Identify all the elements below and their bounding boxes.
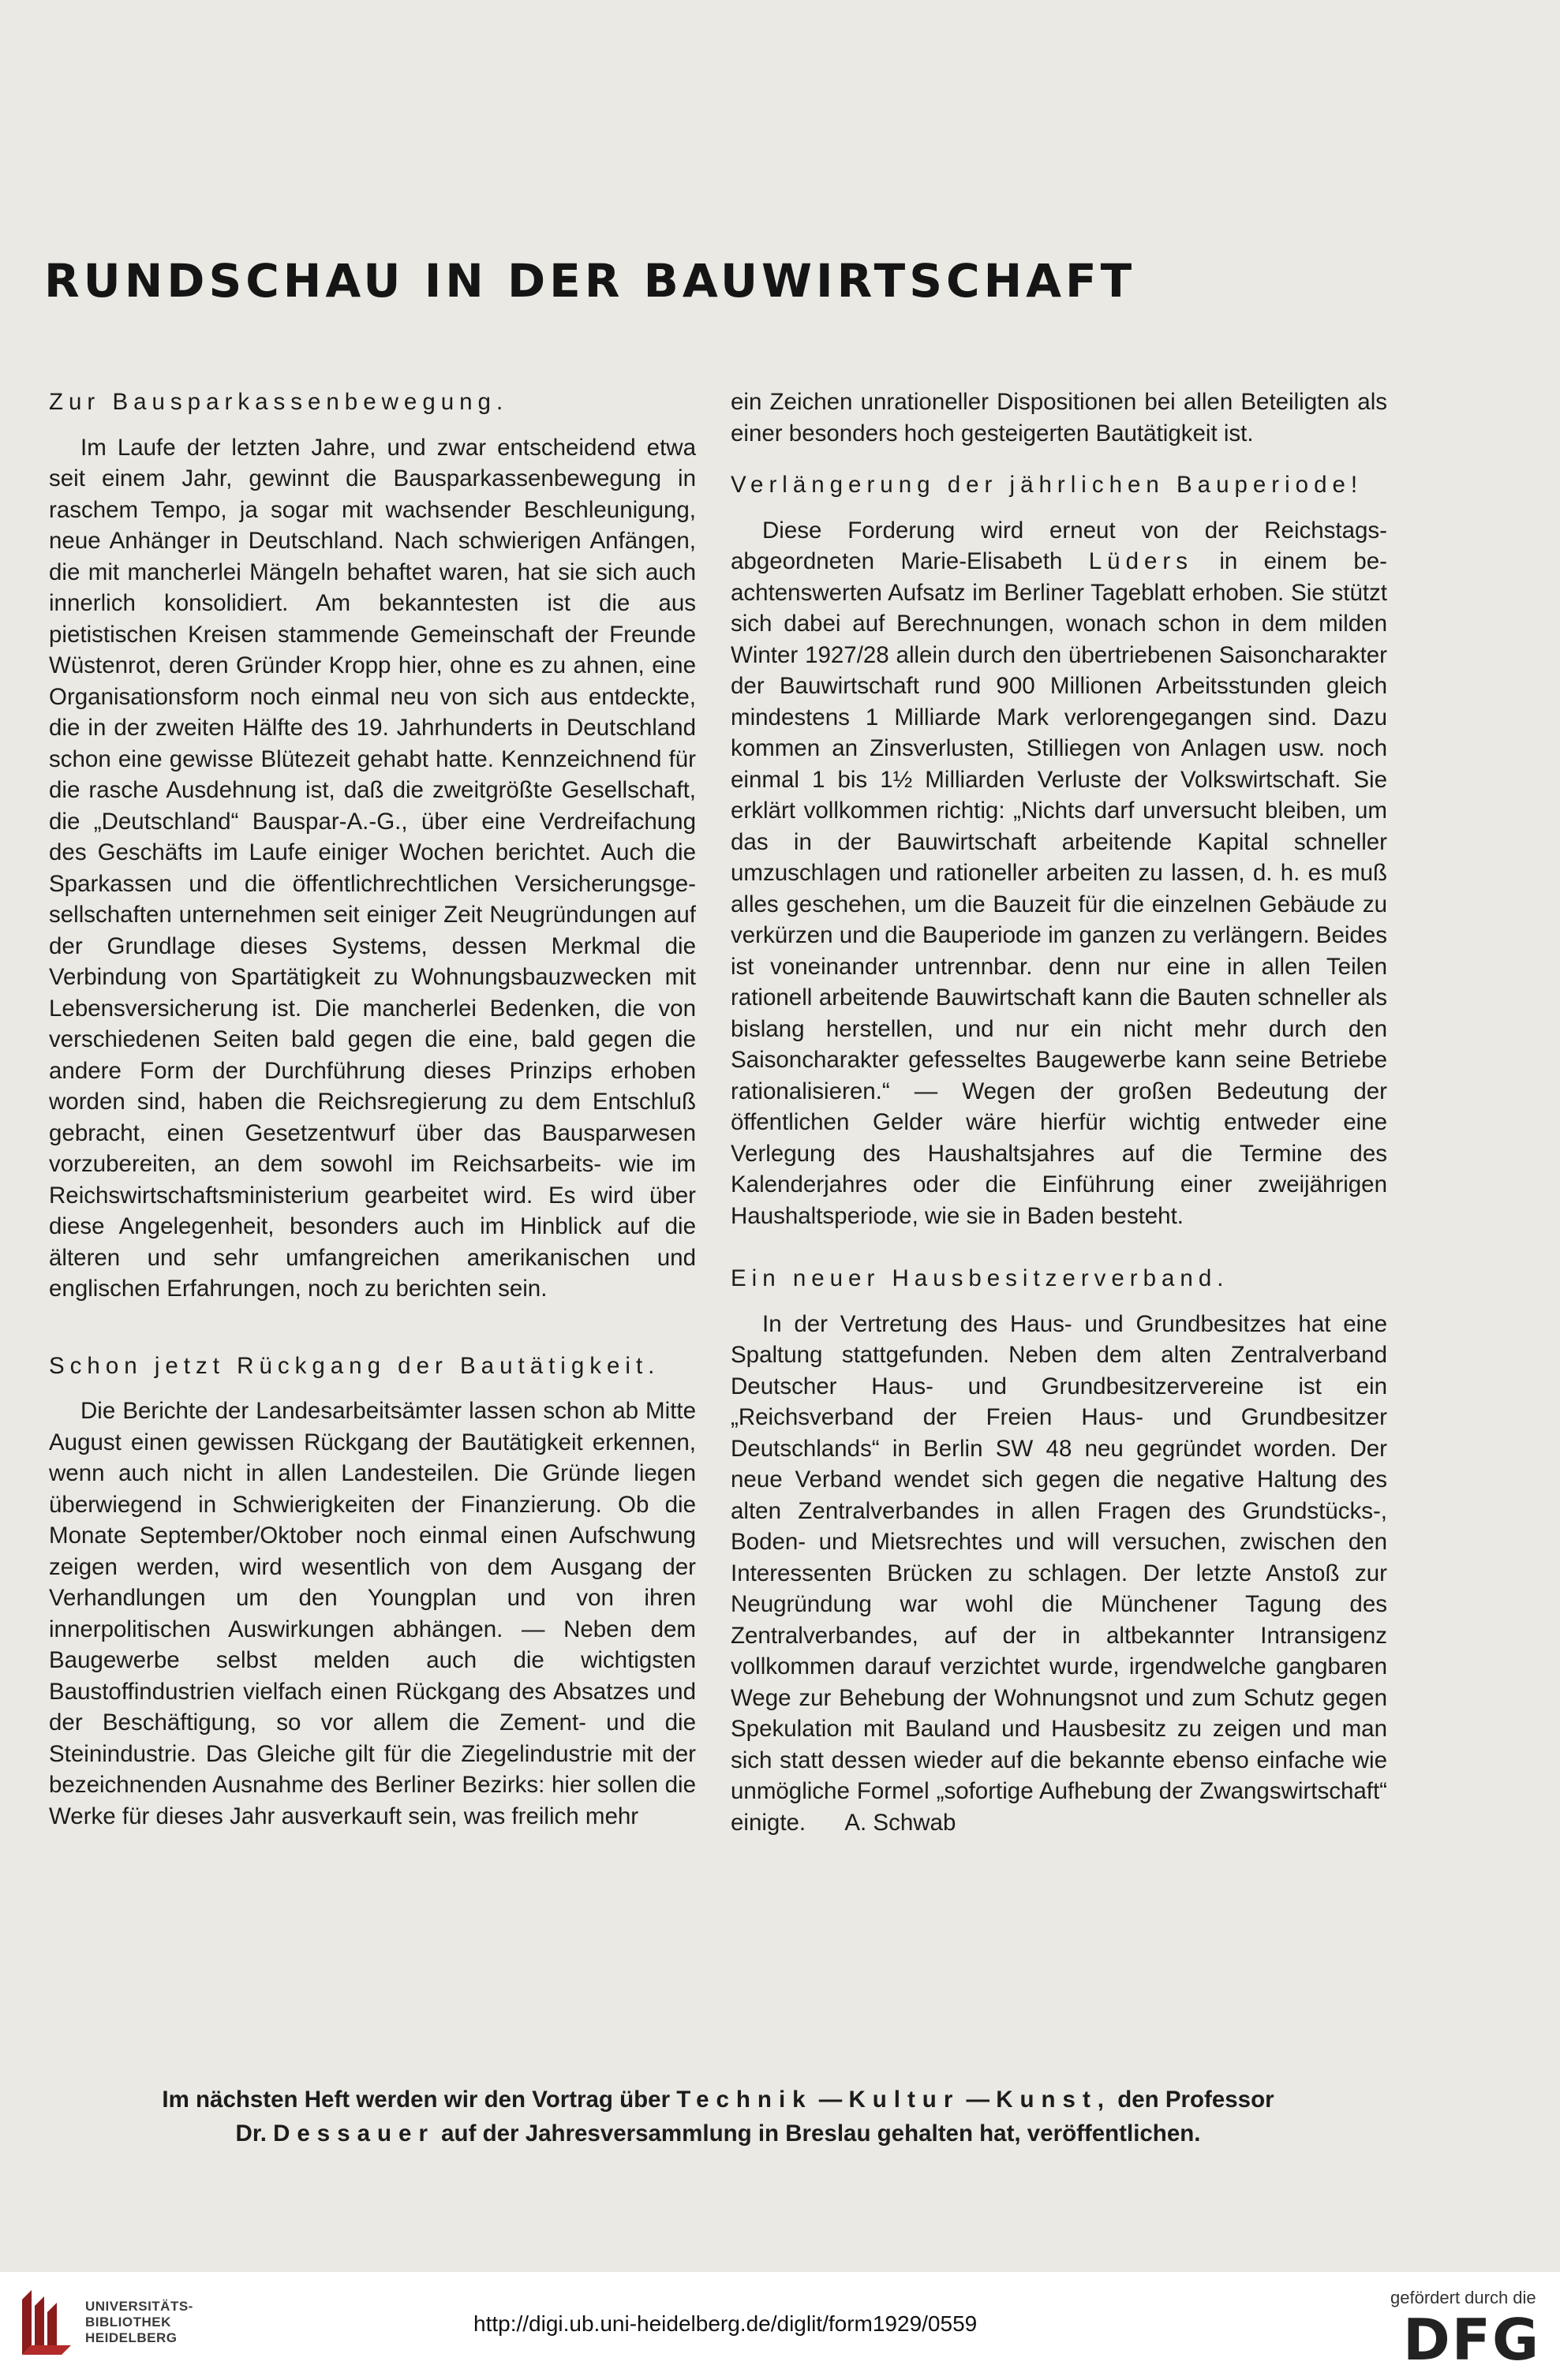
paragraph-bauperiode: Diese Forderung wird erneut von der Reichstagsabgeordneten Marie-Elisabeth Lüders in einem beachtenswerten Aufsatz im Berliner Tageblatt erhoben. Sie stützt sich dabei auf Berechnungen, wonach schon in dem milden Winter 1927/28 allein durch den übertriebenen Saisoncharakter der Bauwirtschaft rund 900 Millionen Arbeitsstunden gleich mindestens 1 Milliarde Mark verlorengegangen sind. Dazu kommen an Zinsverlusten, Stilliegen von Anlagen usw. noch einmal 1 bis 1½ Milliarden Verluste der Volkswirtschaft. Sie erklärt vollkommen richtig: „Nichts darf unversucht bleiben, um das in der Bauwirtschaft arbeitende Kapital schneller umzuschlagen und rationeller arbeiten zu lassen, d. h. es muß alles geschehen, um die Bauzeit für die einzelnen Gebäude zu verkürzen und die Bauperiode im ganzen zu verlängern. Beides ist voneinander untrennbar. denn nur eine in allen Teilen rationell arbeitende Bauwirtschaft kann die Bauten schneller als bislang herstellen, und nur ein nicht mehr durch den Saisoncharakter gefesseltes Baugewerbe kann seine Betriebe rationalisieren.“ — Wegen der großen Bedeutung der öffentlichen Gelder wäre hierfür wichtig entweder eine Verlegung des Haushaltsjahres auf die Termine des Kalenderjahres oder die Einführung einer zweijährigen Haushaltsperiode, wie sie in Baden besteht. (731, 517, 1387, 1229)
right-column (731, 387, 1387, 1838)
digitization-footer (0, 2272, 1560, 2380)
section-heading-bausparkassen: Zur Bausparkassenbewegung. (49, 389, 509, 415)
signature: A. Schwab (844, 1809, 956, 1836)
paragraph-bausparkassen: Im Laufe der letzten Jahre, und zwar entscheidend etwa seit einem Jahr, gewinnt die Bausparkassenbewegung in raschem Tempo, ja sogar mit wachsender Beschleunigung, neue Anhänger in Deutschland. Nach schwierigen Anfängen, die mit mancherlei Mängeln behaftet waren, hat sie sich auch innerlich konsolidiert. Am bekanntesten ist die aus pietistischen Kreisen stammende Gemeinschaft der Freunde Wüstenrot, deren Gründer Kropp hier, ohne es zu ahnen, eine Organisationsform noch einmal neu von sich aus entdeckte, die in der zweiten Hälfte des 19. Jahrhunderts in Deutschland schon eine gewisse Blütezeit gehabt hatte. Kennzeichnend für die rasche Ausdehnung ist, daß die zweitgrößte Gesellschaft, die „Deutschland“ Bauspar-A.-G., über eine Verdreifachung des Geschäfts im Laufe einiger Wochen berichtet. Auch die Sparkassen und die öffentlichrechtlichen Versicherungsgesellschaften unternehmen seit einiger Zeit Neugründungen auf der Grundlage dieses Systems, dessen Merkmal die Verbindung von Spartätigkeit zu Wohnungsbauzwecken mit Lebensversicherung ist. Die mancherlei Bedenken, die von verschiedenen Seiten bald gegen die eine, bald gegen die andere Form der Durchführung dieses Prinzips erhoben worden sind, haben die Reichsregierung zu dem Entschluß gebracht, einen Gesetzentwurf über das Bausparwesen vorzubereiten, an dem sowohl im Reichsarbeits- wie im Reichswirtschaftsministerium gearbeitet wird. Es wird über diese Angelegenheit, besonders auch im Hinblick auf die älteren und sehr umfangreichen amerikanischen und englischen Erfahrungen, noch zu berichten sein. (49, 434, 696, 1302)
left-column (49, 387, 696, 1832)
university-library-logo-icon (17, 2284, 76, 2359)
page-title: RUNDSCHAU IN DER BAUWIRTSCHAFT (44, 254, 1136, 308)
paragraph-continuation: ein Zeichen unrationeller Dispositionen bei allen Beteiligten als einer besonders hoch gesteigerten Bautätigkeit ist. (731, 389, 1387, 446)
dfg-logo: DFG (1403, 2307, 1541, 2373)
author-name-lueders: Lüders (1088, 548, 1193, 574)
next-issue-notice: Im nächsten Heft werden wir den Vortrag über Technik — Kultur — Kunst, den Professor Dr. Dessauer auf der Jahresversammlung in Breslau gehalten hat, veröffentlichen. (162, 2087, 1274, 2146)
source-url-link[interactable]: http://digi.ub.uni-heidelberg.de/diglit/form1929/0559 (473, 2311, 978, 2336)
university-library-name: UNIVERSITÄTS- BIBLIOTHEK HEIDELBERG (85, 2299, 193, 2345)
section-heading-hausbesitzerverband: Ein neuer Hausbesitzerverband. (731, 1265, 1229, 1291)
paragraph-rueckgang: Die Berichte der Landesarbeitsämter lassen schon ab Mitte August einen gewissen Rückgang der Bautätigkeit erkennen, wenn auch nicht in allen Landesteilen. Die Gründe liegen überwiegend in Schwierigkeiten der Finanzierung. Ob die Monate September/Oktober noch einmal einen Aufschwung zeigen werden, wird wesentlich von dem Ausgang der Verhandlungen um den Youngplan und von ihren innerpolitischen Auswirkungen abhängen. — Neben dem Baugewerbe selbst melden auch die wichtigsten Baustoffindustrien vielfach einen Rückgang des Absatzes und der Beschäftigung, so vor allem die Zement- und die Steinindustrie. Das Gleiche gilt für die Ziegelindustrie mit der bezeichnenden Ausnahme des Berliner Bezirks: hier sollen die Werke für dieses Jahr ausverkauft sein, was freilich mehr (49, 1398, 696, 1829)
section-heading-bauperiode: Verlängerung der jährlichen Bauperiode! (731, 472, 1364, 498)
sponsor-note: gefördert durch die (1390, 2288, 1536, 2307)
section-heading-rueckgang: Schon jetzt Rückgang der Bautätigkeit. (49, 1352, 660, 1379)
paragraph-hausbesitzerverband: In der Vertretung des Haus- und Grundbesitzes hat eine Spaltung stattgefunden. Neben dem alten Zentralverband Deutscher Haus- und Grundbesitzervereine ist ein „Reichsverband der Freien Haus- und Grundbesitzer Deutschlands“ in Berlin SW 48 neu gegründet worden. Der neue Verband wendet sich gegen die negative Haltung des alten Zentralverbandes in allen Fragen des Grundstücks-, Boden- und Mietsrechtes und will versuchen, zwischen den Interessenten Brücken zu schlagen. Der letzte Anstoß zur Neugründung war wohl die Münchener Tagung des Zentralverbandes, auf der in altbekannter Intransigenz vollkommen darauf verzichtet wurde, irgendwelche gangbaren Wege zur Behebung der Wohnungsnot und zum Schutz gegen Spekulation mit Bauland und Hausbesitz zu zeigen und man sich statt dessen wieder auf die bekannte ebenso einfache wie unmögliche Formel „sofortige Aufhebung der Zwangswirtschaft“ einigte. A. Schwab (731, 1310, 1387, 1836)
